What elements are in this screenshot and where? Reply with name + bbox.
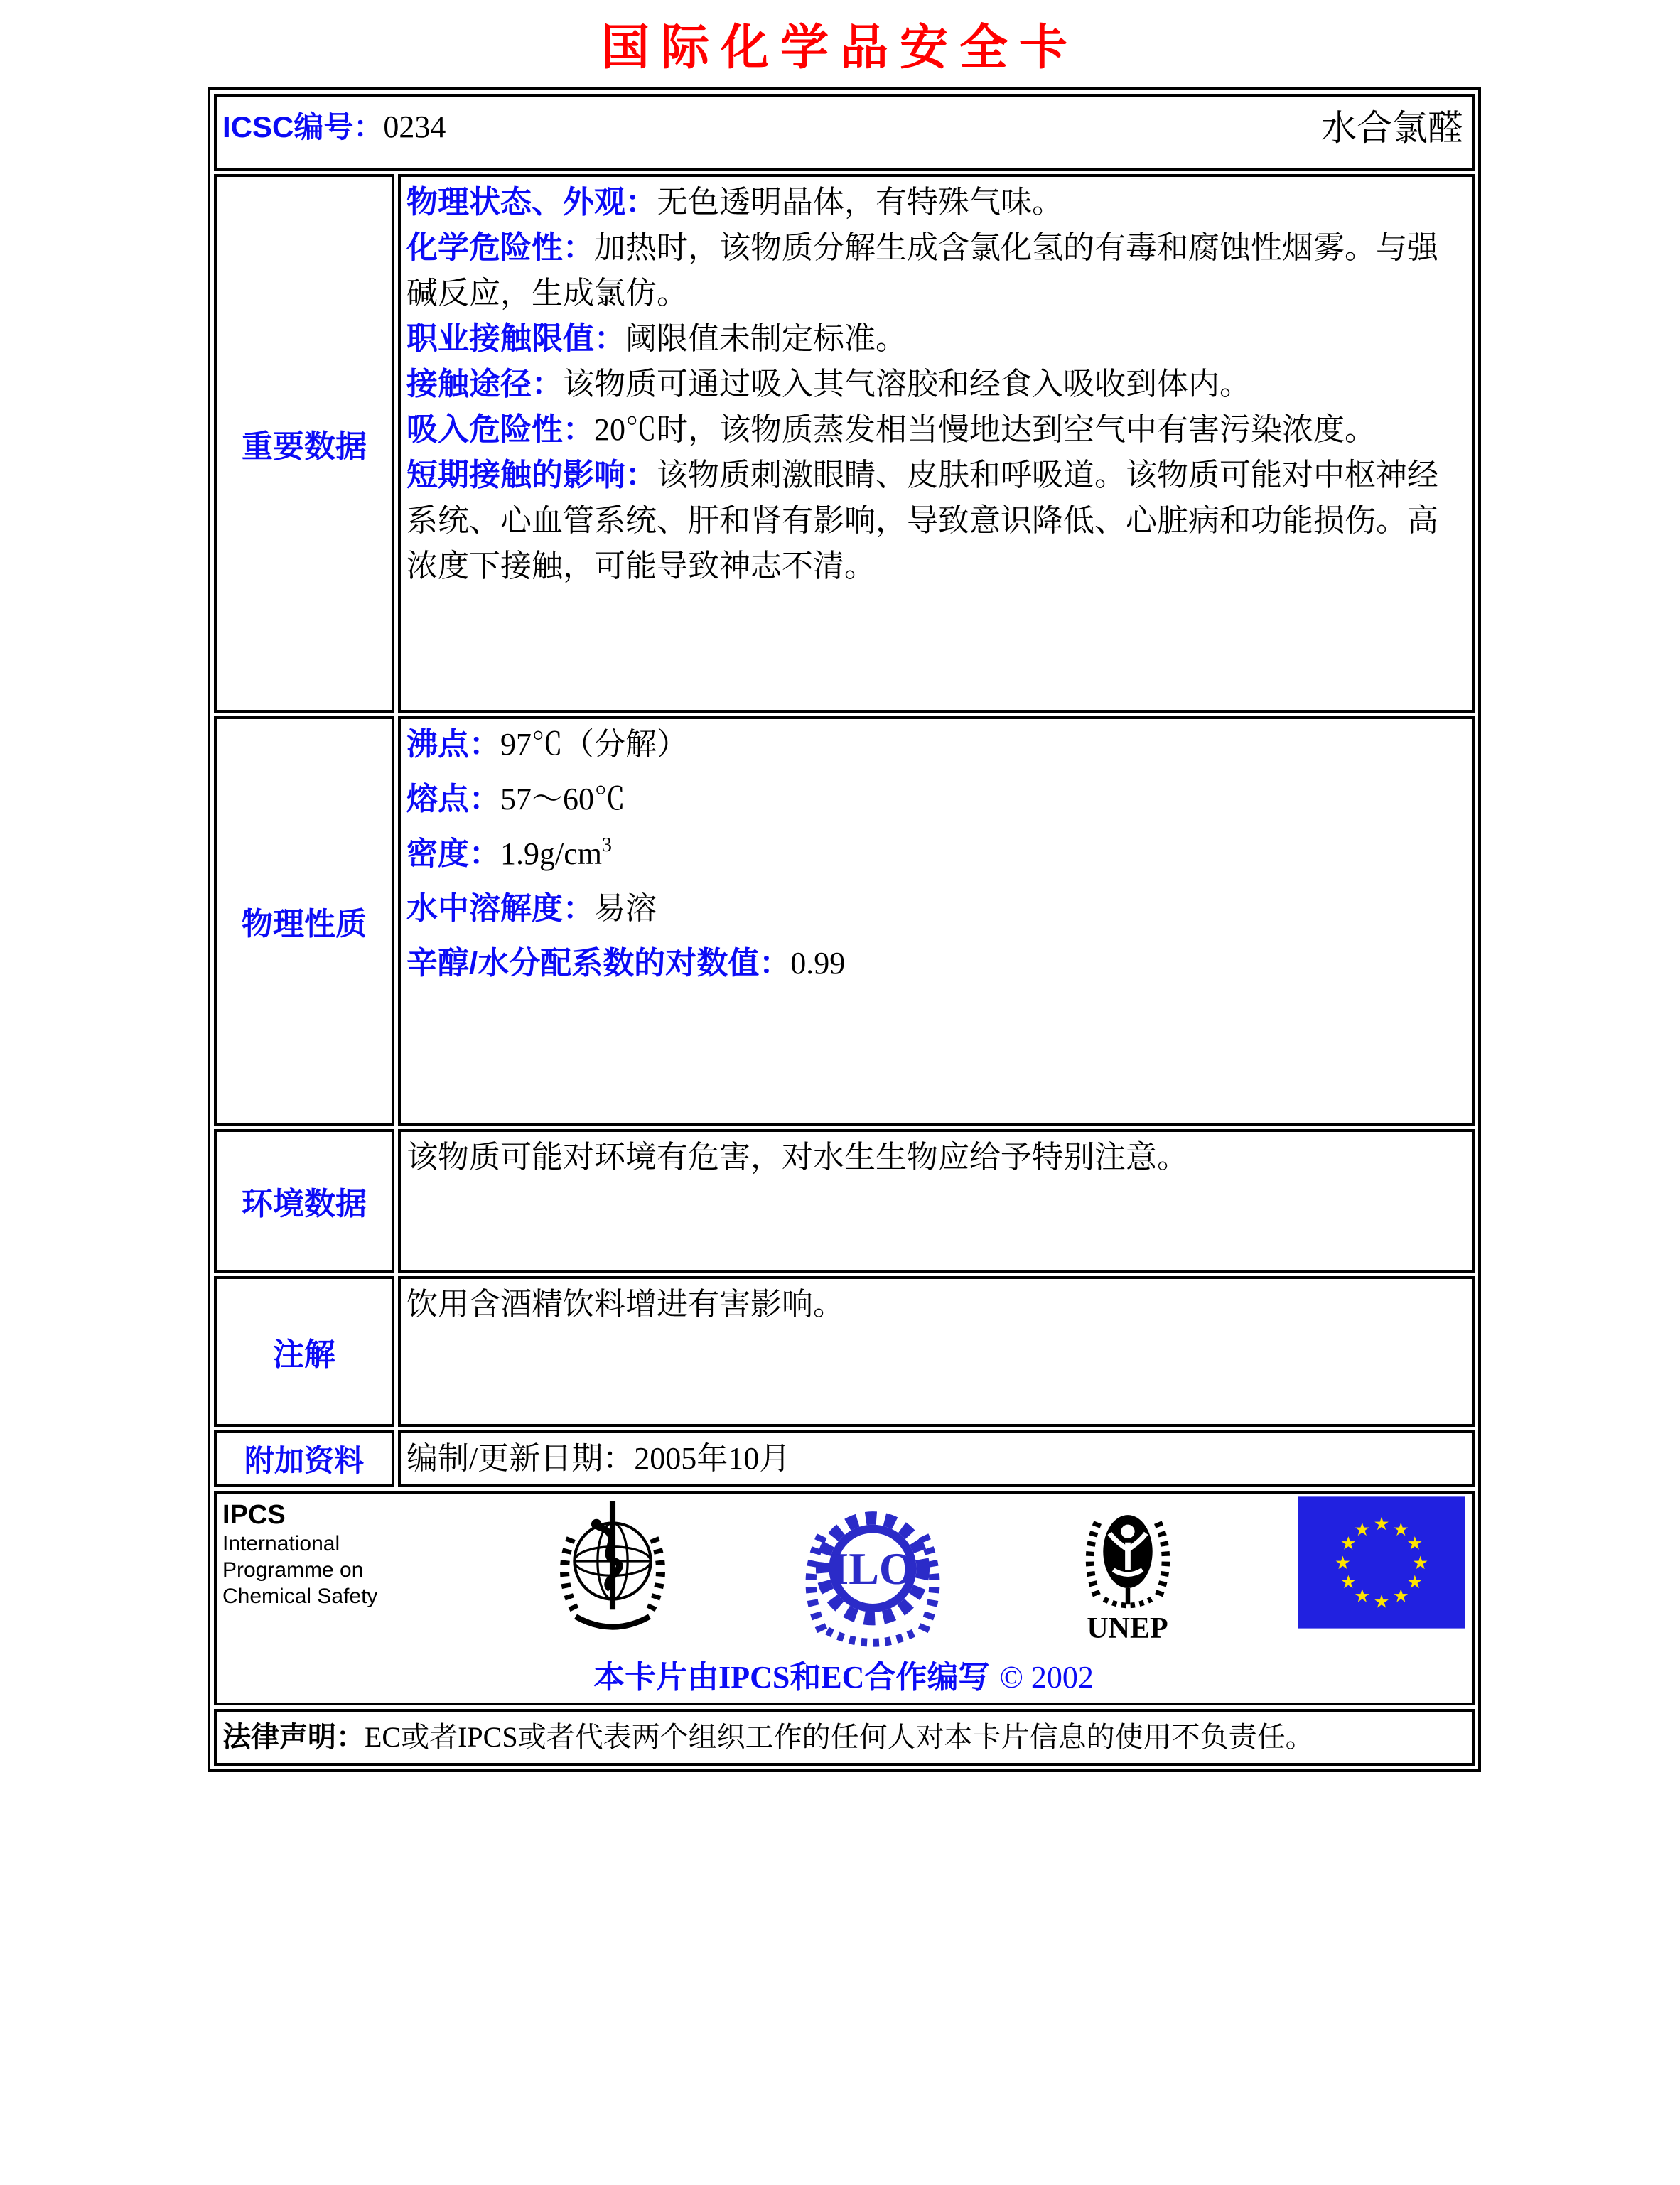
important-line	[406, 362, 1465, 407]
field-label: 物理状态、外观：	[406, 184, 657, 220]
eu-star: ★	[1406, 1572, 1423, 1592]
eu-star: ★	[1373, 1514, 1390, 1534]
update-date-label: 编制/更新日期：	[406, 1440, 635, 1476]
field-label: 吸入危险性：	[406, 411, 594, 447]
physical-line	[406, 941, 1465, 986]
credit-line	[222, 1651, 1465, 1697]
ipcs-name-line: International	[222, 1531, 340, 1555]
notes-content	[398, 1276, 1475, 1427]
icsc-number-label: ICSC编号：	[222, 109, 384, 144]
eu-star: ★	[1340, 1533, 1357, 1554]
field-label: 熔点：	[406, 781, 500, 816]
chemical-name: 水合氯醛	[1321, 107, 1463, 148]
field-text: 57～60℃	[500, 781, 625, 816]
ilo-letters: ILO	[831, 1543, 915, 1594]
icsc-number-value: 0234	[383, 109, 446, 144]
ipcs-name-line: Programme on	[222, 1558, 364, 1582]
page-title: 国际化学品安全卡	[601, 21, 1079, 75]
icsc-card-table	[208, 87, 1481, 1772]
field-text: 易溶	[594, 890, 657, 926]
important-line	[406, 180, 1465, 225]
physical-line	[406, 777, 1465, 822]
physical-properties-row	[214, 716, 1475, 1126]
field-label: 短期接触的影响：	[406, 457, 657, 492]
section-label-physical-properties: 物理性质	[214, 716, 394, 1126]
update-date-value: 2005年10月	[634, 1440, 791, 1476]
field-text: 0.99	[790, 945, 846, 981]
eu-star: ★	[1406, 1533, 1423, 1554]
unep-wordmark: UNEP	[1087, 1612, 1168, 1645]
logos-strip	[222, 1496, 1465, 1650]
logos-row	[214, 1491, 1475, 1705]
important-line	[406, 407, 1465, 453]
physical-line	[406, 831, 1465, 877]
eu-star: ★	[1412, 1553, 1428, 1573]
environmental-data-content	[398, 1129, 1475, 1273]
field-label: 接触途径：	[406, 366, 563, 401]
field-text: 97℃（分解）	[500, 726, 688, 762]
copyright-text: © 2002	[999, 1659, 1094, 1695]
additional-info-content	[398, 1430, 1475, 1487]
logos-cell	[214, 1491, 1475, 1705]
eu-star: ★	[1354, 1519, 1371, 1540]
ipcs-text-block	[222, 1496, 436, 1609]
ipcs-acronym: IPCS	[222, 1499, 286, 1530]
section-label-environmental-data: 环境数据	[214, 1129, 394, 1273]
header-row	[214, 94, 1475, 171]
important-data-row	[214, 174, 1475, 713]
legal-cell	[214, 1709, 1475, 1766]
physical-line	[406, 722, 1465, 767]
physical-properties-content	[398, 716, 1475, 1126]
eu-star: ★	[1373, 1592, 1390, 1612]
unep-logo-icon	[1064, 1496, 1192, 1616]
environmental-data-row	[214, 1129, 1475, 1273]
ipcs-name-line: Chemical Safety	[222, 1584, 378, 1608]
environmental-text: 该物质可能对环境有危害，对水生生物应给予特别注意。	[406, 1139, 1188, 1175]
field-text: 该物质刺激眼睛、皮肤和呼吸道。该物质可能对中枢神经系统、心血管系统、肝和肾有影响，导致意识降低、心脏病和功能损伤。高浓度下接触，可能导致神志不清。	[406, 457, 1438, 583]
ilo-logo-icon	[789, 1496, 957, 1650]
unep-logo-block	[1064, 1496, 1192, 1643]
field-text: 加热时，该物质分解生成含氯化氢的有毒和腐蚀性烟雾。与强碱反应，生成氯仿。	[406, 230, 1438, 311]
field-text: 1.9g/cm	[500, 836, 602, 871]
field-text: 20℃时，该物质蒸发相当慢地达到空气中有害污染浓度。	[594, 411, 1376, 447]
important-line	[406, 316, 1465, 362]
eu-star: ★	[1335, 1553, 1351, 1573]
update-date-line	[406, 1436, 1465, 1482]
field-label: 辛醇/水分配系数的对数值：	[406, 945, 791, 981]
section-label-notes: 注解	[214, 1276, 394, 1427]
important-line	[406, 225, 1465, 316]
important-line	[406, 453, 1465, 589]
eu-star: ★	[1392, 1586, 1409, 1607]
header-flex	[222, 99, 1465, 151]
section-label-important-data: 重要数据	[214, 174, 394, 713]
field-text: 无色透明晶体，有特殊气味。	[657, 184, 1063, 220]
field-label: 水中溶解度：	[406, 890, 594, 926]
field-label: 沸点：	[406, 726, 500, 762]
notes-text: 饮用含酒精饮料增进有害影响。	[406, 1286, 844, 1322]
density-superscript: 3	[601, 833, 612, 856]
section-label-additional-info: 附加资料	[214, 1430, 394, 1487]
legal-label: 法律声明：	[222, 1721, 365, 1753]
physical-line	[406, 886, 1465, 932]
legal-text: EC或者IPCS或者代表两个组织工作的任何人对本卡片信息的使用不负责任。	[365, 1720, 1314, 1753]
eu-star: ★	[1392, 1519, 1409, 1540]
header-cell	[214, 94, 1475, 171]
important-data-content	[398, 174, 1475, 713]
field-label: 化学危险性：	[406, 230, 594, 265]
eu-star: ★	[1340, 1572, 1357, 1592]
field-text: 阈限值未制定标准。	[625, 320, 907, 356]
legal-row	[214, 1709, 1475, 1766]
credit-text: 本卡片由IPCS和EC合作编写	[593, 1659, 990, 1695]
icsc-number-line	[222, 104, 446, 146]
additional-info-row	[214, 1430, 1475, 1487]
notes-row	[214, 1276, 1475, 1427]
field-text: 该物质可通过吸入其气溶胶和经食入吸收到体内。	[563, 366, 1251, 401]
field-label: 密度：	[406, 836, 500, 871]
eu-star: ★	[1354, 1586, 1371, 1607]
who-logo-icon	[543, 1496, 682, 1644]
field-label: 职业接触限值：	[406, 320, 625, 356]
eu-flag-icon	[1298, 1496, 1465, 1629]
